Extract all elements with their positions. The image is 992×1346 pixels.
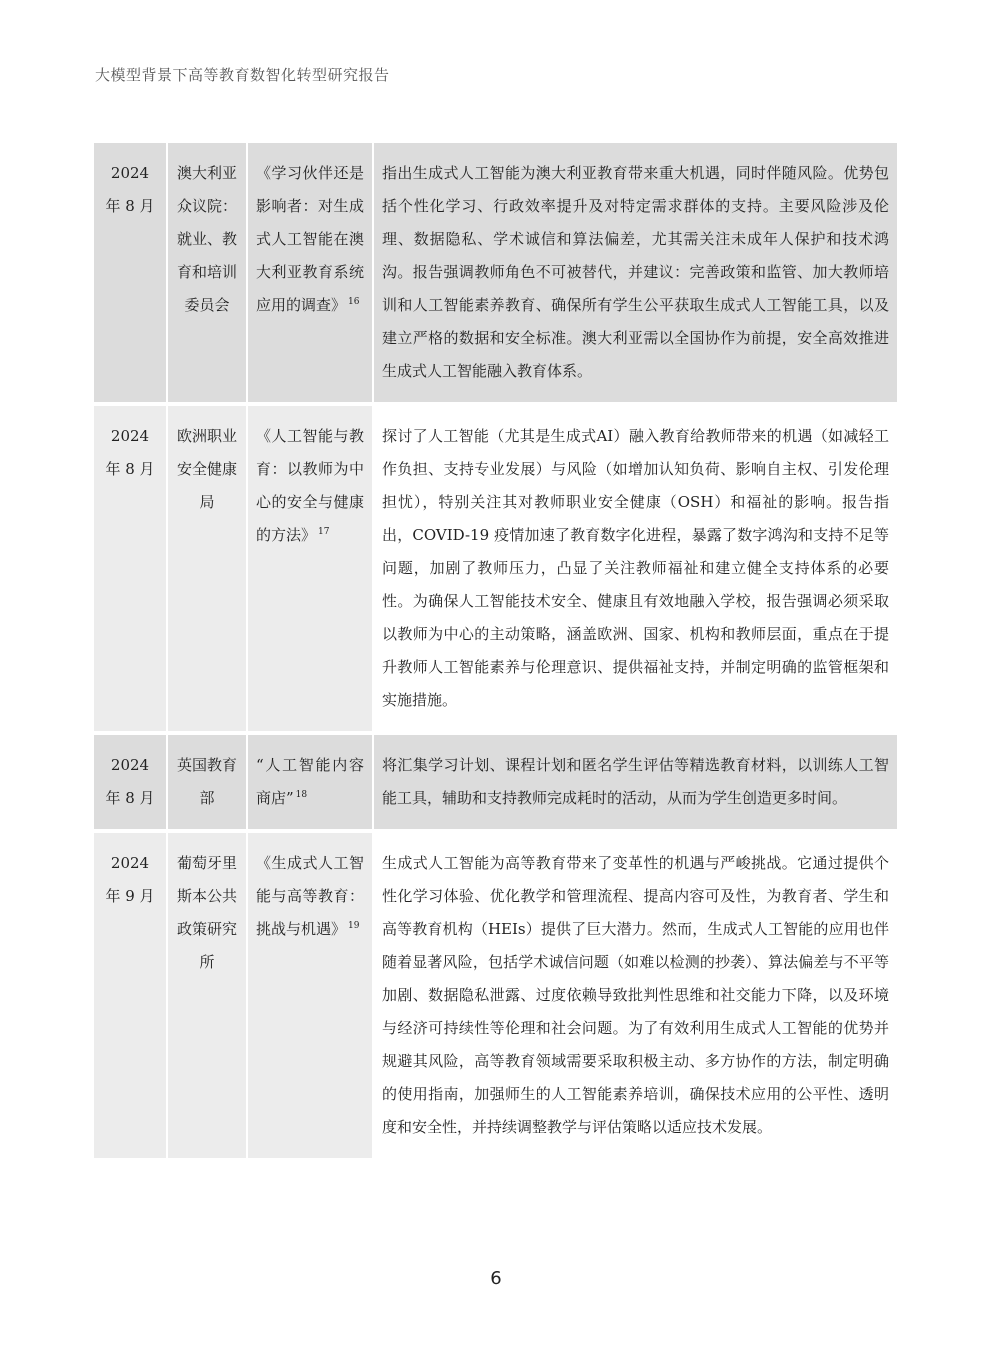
date-cell: 2024 年 8 月: [94, 406, 166, 735]
description-cell: 生成式人工智能为高等教育带来了变革性的机遇与严峻挑战。它通过提供个性化学习体验、优化教学和管理流程、提高内容可及性，为教育者、学生和高等教育机构（HEIs）提供了巨大潜力。然而，生成式人工智能的应用也伴随着显著风险，包括学术诚信问题（如难以检测的抄袭）、算法偏差与不平等加剧、数据隐私泄露、过度依赖导致批判性思维和社交能力下降，以及环境与经济可持续性等伦理和社会问题。为了有效利用生成式人工智能的优势并规避其风险，高等教育领域需要采取积极主动、多方协作的方法，制定明确的使用指南，加强师生的人工智能素养培训，确保技术应用的公平性、透明度和安全性，并持续调整教学与评估策略以适应技术发展。: [372, 833, 897, 1162]
organization-cell: 欧洲职业安全健康局: [166, 406, 246, 735]
footnote-ref[interactable]: 18: [295, 790, 308, 800]
document-title: “人工智能内容商店”: [256, 756, 364, 807]
description-cell: 指出生成式人工智能为澳大利亚教育带来重大机遇，同时伴随风险。优势包括个性化学习、行政效率提升及对特定需求群体的支持。主要风险涉及伦理、数据隐私、学术诚信和算法偏差，尤其需关注未成年人保护和技术鸿沟。报告强调教师角色不可被替代，并建议：完善政策和监管、加大教师培训和人工智能素养教育、确保所有学生公平获取生成式人工智能工具，以及建立严格的数据和安全标准。澳大利亚需以全国协作为前提，安全高效推进生成式人工智能融入教育体系。: [372, 143, 897, 406]
document-title-cell: [246, 143, 372, 406]
document-title-cell: [246, 406, 372, 735]
table-row: [94, 143, 897, 406]
date-cell: 2024 年 8 月: [94, 735, 166, 833]
footnote-ref[interactable]: 16: [348, 297, 360, 307]
document-title: 《学习伙伴还是影响者：对生成式人工智能在澳大利亚教育系统应用的调查》: [256, 164, 364, 314]
document-title-cell: [246, 833, 372, 1162]
footnote-ref[interactable]: 19: [348, 921, 360, 931]
policy-table: [94, 143, 897, 1162]
document-title-cell: [246, 735, 372, 833]
table-row: [94, 735, 897, 833]
running-header: 大模型背景下高等教育数智化转型研究报告: [95, 66, 390, 84]
document-title: 《人工智能与教育：以教师为中心的安全与健康的方法》: [256, 427, 364, 544]
footnote-ref[interactable]: 17: [318, 527, 330, 537]
description-cell: 将汇集学习计划、课程计划和匿名学生评估等精选教育材料，以训练人工智能工具，辅助和支持教师完成耗时的活动，从而为学生创造更多时间。: [372, 735, 897, 833]
date-cell: 2024 年 9 月: [94, 833, 166, 1162]
organization-cell: 葡萄牙里斯本公共政策研究所: [166, 833, 246, 1162]
table-row: [94, 406, 897, 735]
page-number: 6: [490, 1268, 502, 1289]
date-cell: 2024 年 8 月: [94, 143, 166, 406]
organization-cell: 澳大利亚众议院：就业、教育和培训委员会: [166, 143, 246, 406]
description-cell: 探讨了人工智能（尤其是生成式AI）融入教育给教师带来的机遇（如减轻工作负担、支持专业发展）与风险（如增加认知负荷、影响自主权、引发伦理担忧），特别关注其对教师职业安全健康（OSH）和福祉的影响。报告指出，COVID-19 疫情加速了教育数字化进程，暴露了数字鸿沟和支持不足等问题，加剧了教师压力，凸显了关注教师福祉和建立健全支持体系的必要性。为确保人工智能技术安全、健康且有效地融入学校，报告强调必须采取以教师为中心的主动策略，涵盖欧洲、国家、机构和教师层面，重点在于提升教师人工智能素养与伦理意识、提供福祉支持，并制定明确的监管框架和实施措施。: [372, 406, 897, 735]
document-title: 《生成式人工智能与高等教育：挑战与机遇》: [256, 854, 364, 938]
table-row: [94, 833, 897, 1162]
organization-cell: 英国教育部: [166, 735, 246, 833]
